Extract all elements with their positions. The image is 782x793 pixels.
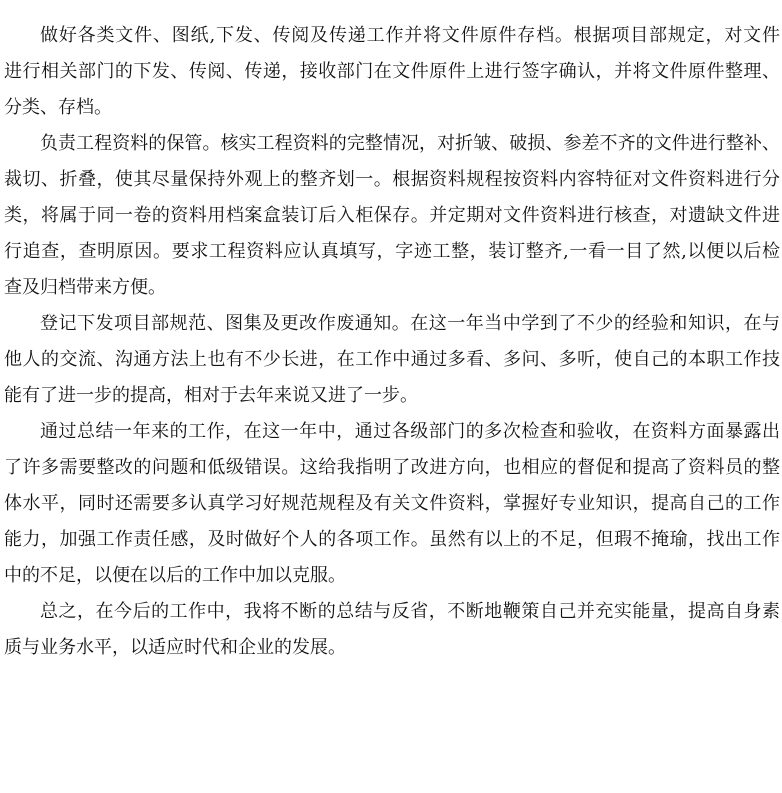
text-line: 行追查，查明原因。要求工程资料应认真填写，字迹工整，装订整齐,一看一目了然,以便以后检 (4, 241, 780, 262)
paragraph-records-custody (4, 126, 780, 306)
text-line: 分类、存档。 (4, 97, 112, 118)
text-line: 类，将属于同一卷的资料用档案盒装订后入柜保存。并定期对文件资料进行核查，对遗缺文件进 (4, 205, 780, 226)
paragraph-conclusion (4, 594, 780, 666)
paragraph-document-filing (4, 18, 780, 126)
text-line: 体水平，同时还需要多认真学习好规范规程及有关文件资料，掌握好专业知识，提高自己的工作 (4, 493, 780, 514)
text-line: 质与业务水平，以适应时代和企业的发展。 (4, 637, 346, 658)
text-line: 他人的交流、沟通方法上也有不少长进，在工作中通过多看、多问、多听，使自己的本职工作技 (4, 349, 780, 370)
text-line: 负责工程资料的保管。核实工程资料的完整情况，对折皱、破损、参差不齐的文件进行整补、 (40, 133, 780, 154)
text-line: 做好各类文件、图纸,下发、传阅及传递工作并将文件原件存档。根据项目部规定，对文件 (40, 25, 780, 46)
text-line: 中的不足，以便在以后的工作中加以克服。 (4, 565, 346, 586)
text-line: 登记下发项目部规范、图集及更改作废通知。在这一年当中学到了不少的经验和知识，在与 (40, 313, 780, 334)
document-body (4, 18, 780, 666)
text-line: 能力，加强工作责任感，及时做好个人的各项工作。虽然有以上的不足，但瑕不掩瑜，找出工作 (4, 529, 780, 550)
text-line: 查及归档带来方便。 (4, 277, 166, 298)
paragraph-registration (4, 306, 780, 414)
text-line: 裁切、折叠，使其尽量保持外观上的整齐划一。根据资料规程按资料内容特征对文件资料进行分 (4, 169, 780, 190)
text-line: 通过总结一年来的工作，在这一年中，通过各级部门的多次检查和验收，在资料方面暴露出 (40, 421, 780, 442)
text-line: 了许多需要整改的问题和低级错误。这给我指明了改进方向，也相应的督促和提高了资料员的整 (4, 457, 780, 478)
text-line: 进行相关部门的下发、传阅、传递，接收部门在文件原件上进行签字确认，并将文件原件整理、 (4, 61, 780, 82)
text-line: 总之，在今后的工作中，我将不断的总结与反省，不断地鞭策自己并充实能量，提高自身素 (40, 601, 780, 622)
paragraph-year-review (4, 414, 780, 594)
text-line: 能有了进一步的提高，相对于去年来说又进了一步。 (4, 385, 418, 406)
